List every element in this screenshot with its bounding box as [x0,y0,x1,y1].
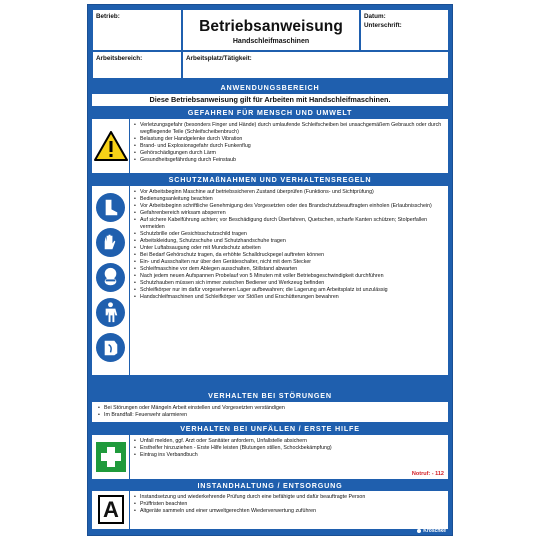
arbeitsbereich-field[interactable] [92,51,182,79]
arbeitsplatz-field[interactable] [182,51,450,79]
measures-list [134,189,444,301]
list-item: • Schleifkörper nur im dafür vorgesehenen Lager aufbewahren; die Lagerung am Arbeitsplatz ist unzulässig [134,287,444,294]
list-item: • Unter Luftabsaugung oder mit Mundschutz arbeiten [134,245,444,252]
page-title: Betriebsanweisung [199,18,343,35]
section-title-unfaelle: VERHALTEN BEI UNFÄLLEN / ERSTE HILFE [180,424,360,433]
section-unfaelle [92,435,448,479]
list-item: • Altgeräte sammeln und einer umweltgerechten Wiederverwertung zuführen [134,508,444,515]
safety-boots-icon [96,193,125,222]
mandatory-icon-column [92,186,130,375]
list-item: • Bei Störungen oder Mängeln Arbeit einstellen und Vorgesetzten verständigen [98,405,444,412]
betrieb-field[interactable] [92,9,182,51]
brand-logo-mark [417,529,421,533]
list-item: • Ein- und Ausschalten nur über den Geräteschalter, nicht mit dem Stecker [134,259,444,266]
arbeitsplatz-label: Arbeitsplatz/Tätigkeit: [186,55,252,62]
section-gefahren [92,119,448,173]
section-stoerungen [92,402,448,422]
list-item: • Auf sichere Kabelführung achten; vor Beschädigung durch Überfahren, Quetschen, scharfe Kanten schützen; Stolperfallen vermeiden [134,217,444,231]
list-item: • Vor Arbeitsbeginn schriftliche Genehmigung des Vorgesetzten oder des Brandschutzbeauftragten einholen (Erlaubnisschein) [134,203,444,210]
list-item: • Gesundheitsgefährdung durch Feinstaub [134,157,444,164]
accident-list [134,438,444,459]
brand-logo [417,528,446,534]
list-item: • Gefahrenbereich wirksam absperren [134,210,444,217]
list-item: • Instandsetzung und wiederkehrende Prüfung durch eine befähigte und dafür beauftragte Person [134,494,444,501]
face-shield-icon [96,333,125,362]
title-cell [182,9,360,51]
list-item: • Arbeitskleidung, Schutzschuhe und Schutzhandschuhe tragen [134,238,444,245]
list-item: • Eintrag ins Verbandbuch [134,452,444,459]
protective-clothing-icon [96,298,125,327]
list-item: • Bei Bedarf Gehörschutz tragen, da erhöhte Schalldruckpegel auftreten können [134,252,444,259]
list-item: • Ersthelfer hinzuziehen - Erste Hilfe leisten (Blutungen stillen, Schockbekämpfung) [134,445,444,452]
operating-instruction-sheet [87,4,453,536]
list-item: • Nach jedem neuen Aufspannen Probelauf von 5 Minuten mit voller Betriebsgeschwindigkeit durchführen [134,273,444,280]
hazard-icon-column [92,119,130,173]
section-title-anwendung: ANWENDUNGSBEREICH [220,83,320,92]
list-item: • Schleifmaschine vor dem Ablegen ausschalten, Stillstand abwarten [134,266,444,273]
dust-mask-icon [96,263,125,292]
hazard-list [134,122,444,164]
datum-field[interactable] [360,9,450,51]
disposal-icon-column [92,491,130,529]
betrieb-label: Betrieb: [96,13,120,20]
list-item: • Schutzbrille oder Gesichtsschutzschild tragen [134,231,444,238]
list-item: • Vor Arbeitsbeginn Maschine auf betriebssicheren Zustand überprüfen (Funktions- und Sichtprüfung) [134,189,444,196]
malfunction-list [98,405,444,419]
list-item: • Verletzungsgefahr (besonders Finger und Hände) durch umlaufende Schleifscheiben bei unsachgemäßem Gebrauch oder durch wegfliegende Teile (Schleifscheibenbruch) [134,122,444,136]
list-item: • Brand- und Explosionsgefahr durch Funkenflug [134,143,444,150]
page-subtitle: Handschleifmaschinen [232,38,310,45]
section-schutz [92,186,448,375]
list-item: • Schutzhauben müssen sich immer zwischen Bediener und Werkzeug befinden [134,280,444,287]
list-item: • Handschleifmaschinen und Schleifkörper vor Stößen und Erschütterungen bewahren [134,294,444,301]
list-item: • Prüffristen beachten [134,501,444,508]
list-item: • Belastung der Handgelenke durch Vibration [134,136,444,143]
gloves-icon [96,228,125,257]
unterschrift-label: Unterschrift: [364,22,402,29]
section-title-schutz: SCHUTZMAßNAHMEN UND VERHALTENSREGELN [168,175,372,184]
disposal-badge [98,495,124,524]
section-title-instandhaltung: INSTANDHALTUNG / ENTSORGUNG [197,481,343,490]
brand-name: Kroschke [423,528,446,534]
section-title-gefahren: GEFAHREN FÜR MENSCH UND UMWELT [187,108,353,117]
list-item: • Gehörschädigungen durch Lärm [134,150,444,157]
warning-triangle-icon [94,131,128,161]
list-item: • Im Brandfall: Feuerwehr alarmieren [98,412,444,419]
emergency-number: Notruf: - 112 [411,471,444,477]
list-item: • Bedienungsanleitung beachten [134,196,444,203]
scope-text: Diese Betriebsanweisung gilt für Arbeiten mit Handschleifmaschinen. [92,94,448,106]
first-aid-icon [96,442,126,472]
header-block [92,9,448,79]
maintenance-list [134,494,444,515]
datum-label: Datum: [364,13,386,20]
disposal-badge-letter: A [103,497,119,522]
arbeitsbereich-label: Arbeitsbereich: [96,55,143,62]
section-instandhaltung [92,491,448,529]
list-item: • Unfall melden, ggf. Arzt oder Sanitäter anfordern, Unfallstelle absichern [134,438,444,445]
firstaid-icon-column [92,435,130,479]
section-title-stoerungen: VERHALTEN BEI STÖRUNGEN [208,391,332,400]
